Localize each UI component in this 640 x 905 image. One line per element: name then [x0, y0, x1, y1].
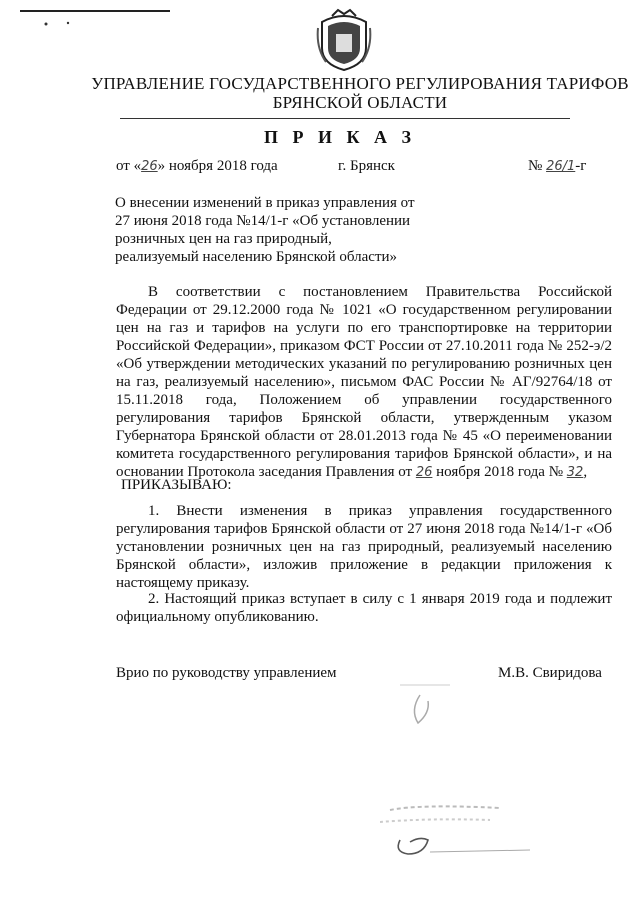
city: г. Брянск: [338, 158, 395, 174]
order-item-1: 1. Внести изменения в приказ управления государственного регулирования тарифов Брянской области от 27 июня 2018 года №14/1-г «Об установлении розничных цен на газ природный, реализуемый населению Брянской области», изложив приложение в редакции приложения к настоящему приказу.: [116, 503, 612, 591]
scan-marks-icon: [42, 20, 82, 28]
number-handwritten: 26/1: [546, 159, 576, 174]
stamp-icon: [380, 800, 540, 870]
signatory-name: М.В. Свиридова: [498, 665, 602, 681]
preamble-paragraph: В соответствии с постановлением Правительства Российской Федерации от 29.12.2000 года № 1021 «О государственном регулировании цен на газ и тарифов на услуги по его транспортировке на территории Российской Федерации», приказом ФСТ России от 27.10.2011 года № 252-э/2 «Об утверждении методических указаний по регулированию розничных цен на газ, реализуемый населению», письмом ФАС России № АГ/92764/18 от 15.11.2018 года, Положением об управлении государственного регулирования тарифов Брянской области, утвержденным указом Губернатора Брянской области от 28.01.2013 года № 45 «О переименовании комитета государственного регулирования тарифов Брянской области», и на основании Протокола заседания Правления от 26 ноября 2018 года № 32,: [116, 284, 612, 480]
top-edge-line: [20, 10, 170, 12]
coat-of-arms-icon: [316, 8, 372, 72]
protocol-day-handwritten: 26: [415, 465, 433, 480]
organization-name-line1: УПРАВЛЕНИЕ ГОСУДАРСТВЕННОГО РЕГУЛИРОВАНИЯ ТАРИФОВ: [91, 74, 629, 93]
date-day-handwritten: 26: [141, 159, 158, 174]
document-title: П Р И К А З: [263, 127, 417, 147]
organization-name-line2: БРЯНСКОЙ ОБЛАСТИ: [272, 93, 448, 112]
signatory-position: Врио по руководству управлением: [116, 665, 337, 681]
document-number: № 26/1-г: [528, 158, 587, 174]
document-subject: О внесении изменений в приказ управления от 27 июня 2018 года №14/1-г «Об установлении розничных цен на газ природный, реализуемый населению Брянской области»: [115, 195, 415, 265]
date-field: от «26» ноября 2018 года: [116, 158, 278, 174]
protocol-number-handwritten: 32: [566, 465, 584, 480]
header-divider: [120, 118, 570, 119]
order-item-2: 2. Настоящий приказ вступает в силу с 1 января 2019 года и подлежит официальному опубликованию.: [116, 591, 612, 625]
signature-icon: [390, 665, 460, 735]
order-heading: ПРИКАЗЫВАЮ:: [121, 477, 232, 493]
